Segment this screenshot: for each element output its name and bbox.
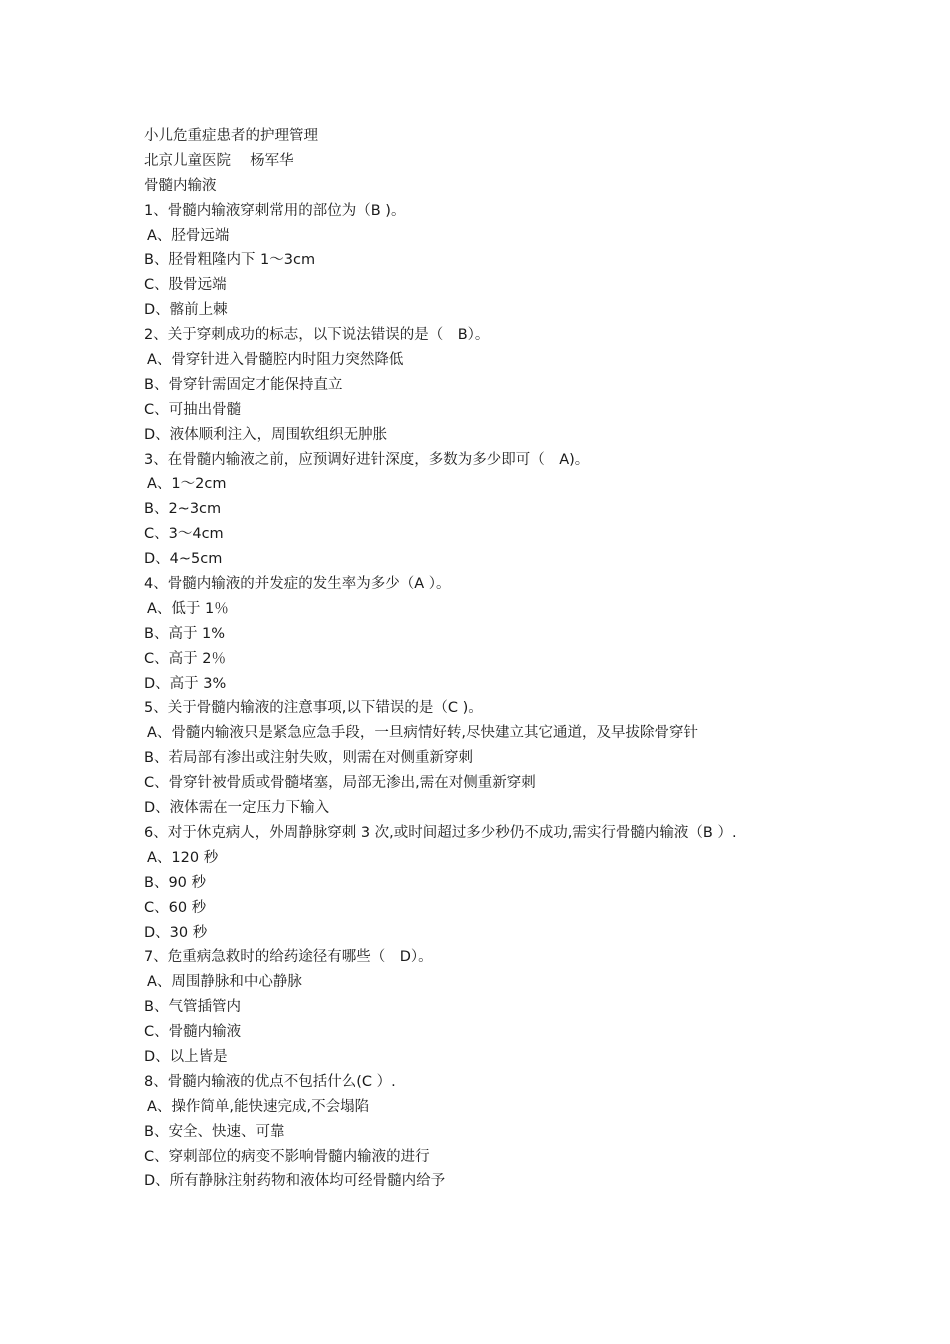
question-block [144, 323, 824, 447]
document-page [144, 124, 824, 1194]
question-block [144, 572, 824, 696]
option-d: D、液体顺利注入，周围软组织无肿胀 [144, 426, 388, 443]
option-c: C、可抽出骨髓 [144, 401, 242, 418]
option-d: D、以上皆是 [144, 1048, 228, 1065]
option-a: A、操作简单,能快速完成,不会塌陷 [147, 1098, 370, 1115]
question-block [144, 448, 824, 572]
option-d: D、髂前上棘 [144, 302, 228, 319]
option-c: C、股骨远端 [144, 277, 227, 294]
option-a: A、胫骨远端 [147, 227, 230, 244]
option-a: A、骨髓内输液只是紧急应急手段，一旦病情好转,尽快建立其它通道，及早拔除骨穿针 [147, 725, 699, 742]
question-block [144, 821, 824, 945]
question-stem: 1、骨髓内输液穿刺常用的部位为（B )。 [144, 202, 406, 219]
option-c: C、穿刺部位的病变不影响骨髓内输液的进行 [144, 1148, 430, 1165]
document-title: 小儿危重症患者的护理管理 [144, 128, 318, 144]
option-c: C、高于 2％ [144, 650, 226, 667]
section-heading: 骨髓内输液 [144, 177, 217, 194]
question-block [144, 696, 824, 820]
option-b: B、若局部有渗出或注射失败，则需在对侧重新穿刺 [144, 750, 473, 767]
option-a: A、骨穿针进入骨髓腔内时阻力突然降低 [147, 352, 404, 369]
question-stem: 3、在骨髓内输液之前，应预调好进针深度，多数为多少即可（ A)。 [144, 451, 590, 468]
question-block [144, 945, 824, 1069]
option-d: D、液体需在一定压力下输入 [144, 800, 330, 817]
option-a: A、120 秒 [147, 849, 219, 866]
option-b: B、胫骨粗隆内下 1～3cm [144, 252, 316, 269]
question-block [144, 1070, 824, 1194]
option-a: A、周围静脉和中心静脉 [147, 974, 302, 991]
question-block [144, 199, 824, 323]
option-c: C、骨穿针被骨质或骨髓堵塞，局部无渗出,需在对侧重新穿刺 [144, 775, 536, 792]
option-d: D、4~5cm [144, 551, 223, 568]
option-b: B、90 秒 [144, 874, 207, 891]
option-b: B、2~3cm [144, 501, 222, 518]
question-stem: 5、关于骨髓内输液的注意事项,以下错误的是（C )。 [144, 700, 483, 717]
option-b: B、骨穿针需固定才能保持直立 [144, 376, 343, 393]
question-stem: 8、骨髓内输液的优点不包括什么(C ）. [144, 1073, 396, 1090]
option-c: C、60 秒 [144, 899, 207, 916]
option-d: D、高于 3% [144, 675, 227, 692]
option-d: D、30 秒 [144, 924, 208, 941]
option-c: C、3～4cm [144, 526, 224, 543]
question-stem: 2、关于穿刺成功的标志，以下说法错误的是（ B）。 [144, 327, 490, 344]
question-stem: 6、对于休克病人，外周静脉穿刺 3 次,或时间超过多少秒仍不成功,需实行骨髓内输液（B ）. [144, 824, 737, 841]
option-b: B、气管插管内 [144, 999, 241, 1016]
option-a: A、低于 1％ [147, 600, 229, 617]
option-d: D、所有静脉注射药物和液体均可经骨髓内给予 [144, 1173, 446, 1190]
author-line: 北京儿童医院 杨军华 [144, 152, 294, 169]
question-stem: 4、骨髓内输液的并发症的发生率为多少（A ）。 [144, 576, 451, 593]
option-b: B、高于 1% [144, 625, 226, 642]
question-stem: 7、危重病急救时的给药途径有哪些（ D）。 [144, 949, 433, 966]
option-a: A、1～2cm [147, 476, 227, 493]
option-b: B、安全、快速、可靠 [144, 1123, 285, 1140]
option-c: C、骨髓内输液 [144, 1024, 242, 1041]
